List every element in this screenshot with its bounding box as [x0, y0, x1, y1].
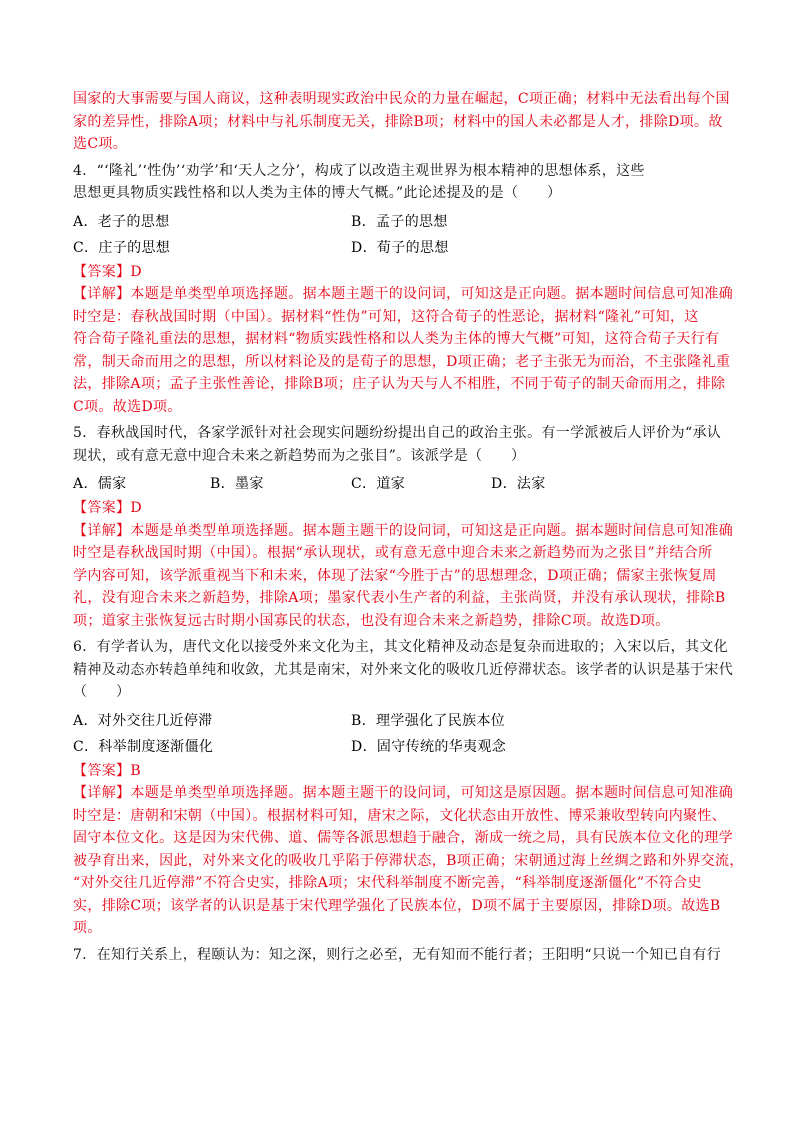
- question-5: [73, 422, 733, 632]
- analysis-line: 项；道家主张恢复远古时期小国寡民的状态，也没有迎合未来之新趋势，排除C项。故选D项。: [73, 612, 670, 629]
- analysis-line: 学内容可知，该学派重视当下和未来，体现了法家“今胜于古”的思想理念，D项正确；儒家主张恢复周: [73, 567, 717, 584]
- option-d: D．法家: [491, 476, 546, 492]
- option-d: D．固守传统的华夷观念: [351, 738, 507, 755]
- answer-label: 【答案】D: [73, 263, 142, 280]
- option-a: A．老子的思想: [73, 213, 170, 230]
- analysis-line: 礼，没有迎合未来之新趋势，排除A项；墨家代表小生产者的利益，主张尚贤，并没有承认现状，排除B: [73, 590, 726, 606]
- analysis-line: 时空是：唐朝和宋朝（中国）。根据材料可知，唐宋之际，文化状态由开放性、博采兼收型转向内聚性、: [73, 807, 727, 824]
- analysis-line: “对外交往几近停滞”不符合史实，排除A项；宋代科举制度不断完善，“科举制度逐渐僵化”不符合史: [73, 875, 702, 891]
- option-row: [73, 471, 733, 497]
- analysis-line: 符合荀子隆礼重法的思想，据材料“物质实践性格和以人类为主体的博大气概”可知，这符合荀子天行有: [73, 331, 720, 347]
- option-c: C．庄子的思想: [73, 239, 171, 256]
- analysis-line: 实，排除C项；该学者的认识是基于宋代理学强化了民族本位，D项不属于主要原因，排除D项。故选B: [73, 897, 721, 914]
- previous-analysis-continuation: [73, 88, 733, 156]
- option-a: A．对外交往几近停滞: [73, 712, 213, 729]
- option-row: [73, 209, 733, 235]
- option-a: A．儒家: [73, 476, 127, 492]
- analysis-line: C项。故选D项。: [73, 398, 182, 415]
- analysis-line: 选C项。: [73, 136, 128, 152]
- analysis-line: 时空是：春秋战国时期（中国）。据材料“性伪”可知，这符合荀子的性恶论，据材料“隆礼”可知，这: [73, 308, 699, 325]
- question-6: [73, 636, 744, 940]
- analysis-line: 国家的大事需要与国人商议，这种表明现实政治中民众的力量在崛起，C项正确；材料中无法看出每个国: [73, 91, 730, 107]
- option-b: B．理学强化了民族本位: [351, 712, 506, 729]
- analysis-line: 项。: [73, 920, 102, 936]
- question-stem: 4．“‘隆礼’‘性伪’‘劝学’和‘天人之分’，构成了以改造主观世界为根本精神的思想体系，这些: [73, 162, 645, 179]
- option-row: [73, 708, 733, 734]
- question-7: [73, 944, 733, 967]
- analysis-line: 【详解】本题是单类型单项选择题。据本题主题干的设问词，可知这是原因题。据本题时间信息可知准确: [73, 785, 734, 801]
- option-c: C．科举制度逐渐僵化: [73, 738, 214, 755]
- option-d: D．荀子的思想: [351, 239, 449, 256]
- option-c: C．道家: [351, 476, 406, 492]
- analysis-line: 常，制天命而用之的思想，所以材料论及的是荀子的思想，D项正确；老子主张无为而治，不主张隆礼重: [73, 353, 731, 370]
- question-stem: （ ）: [73, 684, 131, 700]
- answer-label: 【答案】D: [73, 500, 142, 516]
- option-row: [73, 235, 733, 261]
- analysis-line: 被孕育出来，因此，对外来文化的吸收几乎陷于停滞状态，B项正确；宋朝通过海上丝绸之路和外界交流，: [73, 852, 744, 869]
- option-row: [73, 734, 733, 760]
- analysis-line: 时空是春秋战国时期（中国）。根据“承认现状，或有意无意中迎合未来之新趋势而为之张目”并结合所: [73, 545, 713, 561]
- analysis-line: 固守本位文化。这是因为宋代佛、道、儒等各派思想趋于融合，渐成一统之局，具有民族本位文化的理学: [73, 830, 734, 846]
- question-stem: 精神及动态亦转趋单纯和收敛，尤其是南宋，对外来文化的吸收几近停滞状态。该学者的认识是基于宋代: [73, 661, 734, 678]
- question-4: [73, 160, 733, 419]
- question-stem: 思想更具物质实践性格和以人类为主体的博大气概。”此论述提及的是（ ）: [73, 185, 562, 201]
- question-stem: 6．有学者认为，唐代文化以接受外来文化为主，其文化精神及动态是复杂而进取的；入宋以后，其文化: [73, 639, 729, 655]
- question-stem: 7．在知行关系上，程颐认为：知之深，则行之必至，无有知而不能行者；王阳明“只说一个知已自有行: [73, 946, 722, 963]
- option-b: B．孟子的思想: [351, 213, 448, 230]
- analysis-line: 法，排除A项；孟子主张性善论，排除B项；庄子认为天与人不相胜，不同于荀子的制天命而用之，排除: [73, 376, 726, 392]
- analysis-line: 【详解】本题是单类型单项选择题。据本题主题干的设问词，可知这是正向题。据本题时间信息可知准确: [73, 522, 734, 539]
- document-page: [73, 88, 744, 966]
- analysis-line: 家的差异性，排除A项；材料中与礼乐制度无关，排除B项；材料中的国人未必都是人才，排除D项。故: [73, 113, 723, 130]
- option-b: B．墨家: [210, 476, 264, 492]
- question-stem: 现状，或有意无意中迎合未来之新趋势而为之张目”。该派学是（ ）: [73, 447, 526, 464]
- question-stem: 5．春秋战国时代，各家学派针对社会现实问题纷纷提出自己的政治主张。有一学派被后人评价为“承认: [73, 425, 722, 441]
- analysis-line: 【详解】本题是单类型单项选择题。据本题主题干的设问词，可知这是正向题。据本题时间信息可知准确: [73, 286, 734, 302]
- answer-label: 【答案】B: [73, 762, 142, 779]
